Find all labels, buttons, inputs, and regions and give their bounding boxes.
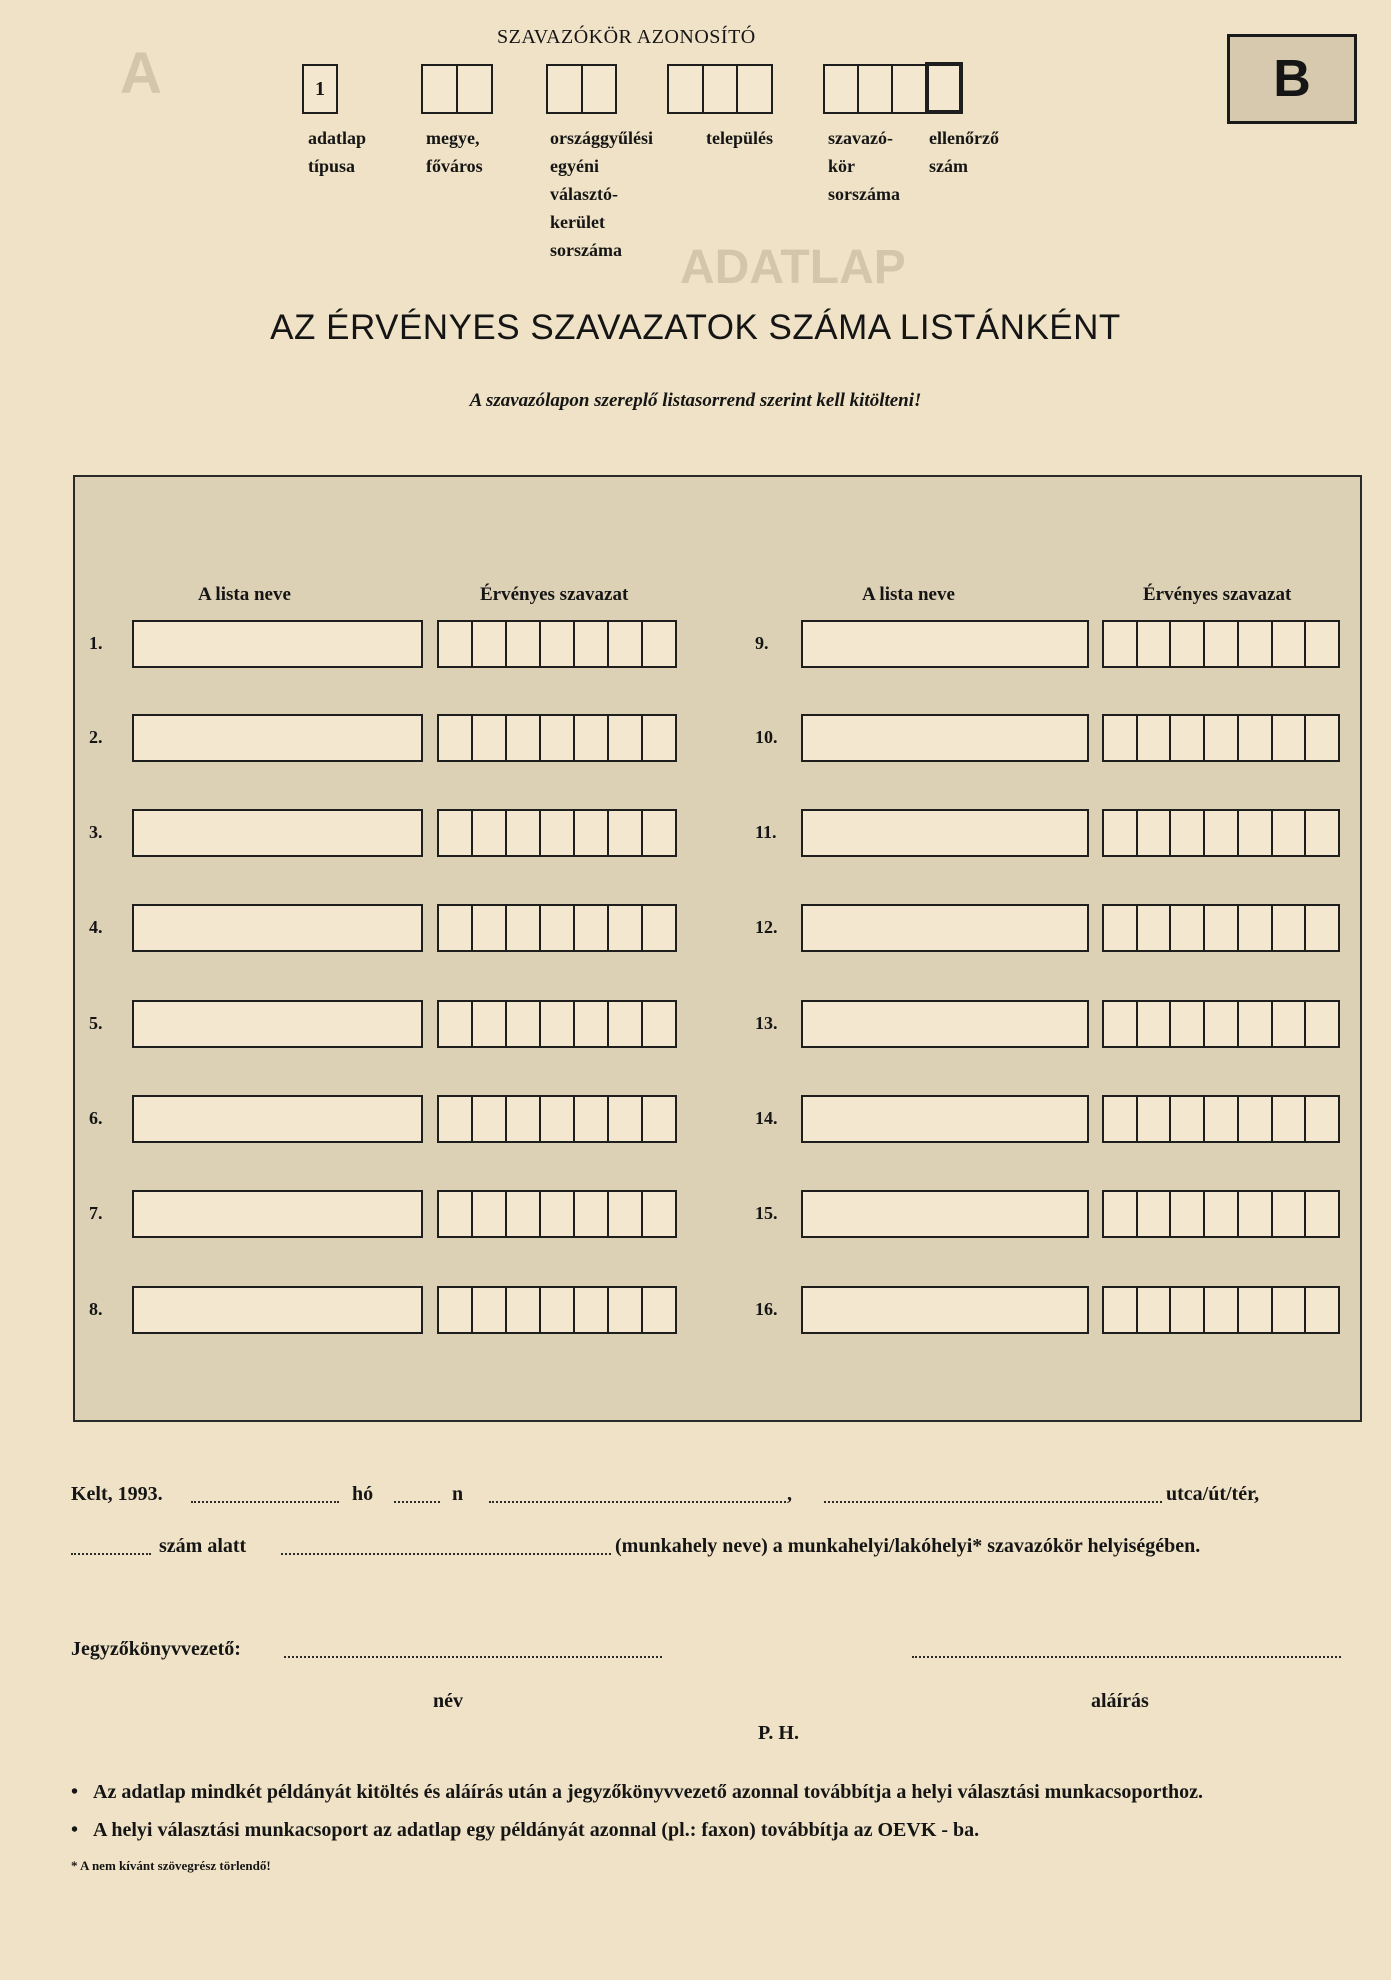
digit-cell[interactable] bbox=[439, 622, 473, 666]
digit-cell[interactable] bbox=[575, 1288, 609, 1332]
digit-cell[interactable] bbox=[643, 1002, 675, 1046]
digit-cell[interactable] bbox=[439, 716, 473, 760]
digit-cell[interactable] bbox=[1239, 1288, 1273, 1332]
digit-cell[interactable] bbox=[1205, 1288, 1239, 1332]
digit-cell[interactable] bbox=[609, 811, 643, 855]
digit-cell[interactable] bbox=[1239, 1192, 1273, 1236]
digit-cell[interactable] bbox=[541, 1097, 575, 1141]
check-digit-box[interactable] bbox=[925, 62, 963, 114]
digit-cell[interactable] bbox=[473, 1192, 507, 1236]
digit-cell[interactable] bbox=[541, 811, 575, 855]
label-county: megye, főváros bbox=[426, 128, 483, 176]
digit-cell[interactable] bbox=[541, 716, 575, 760]
label-settlement: település bbox=[706, 128, 773, 148]
digit-cell[interactable] bbox=[439, 811, 473, 855]
digit-cell[interactable] bbox=[507, 716, 541, 760]
digit-cell[interactable] bbox=[575, 906, 609, 950]
valid-votes-boxes-left[interactable] bbox=[437, 620, 677, 668]
settlement-field[interactable] bbox=[489, 1501, 786, 1503]
reverse-side-bleed-1: A bbox=[120, 41, 162, 106]
valid-votes-boxes-left[interactable] bbox=[437, 714, 677, 762]
digit-cell[interactable] bbox=[1171, 716, 1205, 760]
digit-cell[interactable] bbox=[1273, 716, 1307, 760]
settlement-code-boxes[interactable] bbox=[667, 64, 773, 114]
digit-cell[interactable] bbox=[1138, 716, 1172, 760]
digit-cell[interactable] bbox=[1104, 1002, 1138, 1046]
digit-cell[interactable] bbox=[575, 622, 609, 666]
digit-cell[interactable] bbox=[541, 906, 575, 950]
digit-cell[interactable] bbox=[1205, 1002, 1239, 1046]
valid-votes-boxes-left[interactable] bbox=[437, 1190, 677, 1238]
ho-label: hó bbox=[352, 1483, 374, 1505]
digit-cell[interactable] bbox=[1171, 622, 1205, 666]
digit-cell[interactable] bbox=[1104, 1192, 1138, 1236]
valid-votes-boxes-right[interactable] bbox=[1102, 809, 1340, 857]
valid-votes-boxes-left[interactable] bbox=[437, 1095, 677, 1143]
list-name-field-right[interactable] bbox=[801, 809, 1089, 857]
row-number-left: 5. bbox=[89, 1013, 103, 1033]
left-col-header-list-name: A lista neve bbox=[198, 584, 291, 605]
list-name-field-right[interactable] bbox=[801, 1190, 1089, 1238]
digit-cell[interactable] bbox=[643, 1097, 675, 1141]
digit-cell[interactable] bbox=[1138, 1002, 1172, 1046]
row-number-right: 15. bbox=[755, 1203, 778, 1223]
list-name-field-right[interactable] bbox=[801, 1095, 1089, 1143]
list-name-field-left[interactable] bbox=[132, 904, 423, 952]
row-number-left: 8. bbox=[89, 1299, 103, 1319]
digit-cell[interactable] bbox=[541, 1288, 575, 1332]
digit-cell[interactable] bbox=[439, 906, 473, 950]
digit-cell[interactable] bbox=[1306, 1288, 1338, 1332]
digit-cell[interactable] bbox=[1239, 1002, 1273, 1046]
form-letter-badge: B bbox=[1227, 34, 1357, 124]
utca-label: utca/út/tér, bbox=[1166, 1483, 1260, 1505]
digit-cell[interactable] bbox=[541, 1002, 575, 1046]
digit-cell[interactable] bbox=[643, 716, 675, 760]
digit-cell[interactable] bbox=[1205, 716, 1239, 760]
left-col-header-valid-votes: Érvényes szavazat bbox=[480, 584, 629, 605]
digit-cell[interactable] bbox=[1138, 1097, 1172, 1141]
digit-cell[interactable] bbox=[541, 1192, 575, 1236]
workplace-name-field[interactable] bbox=[281, 1553, 611, 1555]
digit-cell[interactable] bbox=[575, 1097, 609, 1141]
county-code-boxes[interactable] bbox=[421, 64, 493, 114]
digit-cell[interactable] bbox=[1273, 1192, 1307, 1236]
digit-cell[interactable] bbox=[643, 906, 675, 950]
digit-cell[interactable] bbox=[439, 1002, 473, 1046]
digit-cell[interactable] bbox=[575, 1002, 609, 1046]
district-code-boxes[interactable] bbox=[546, 64, 617, 114]
valid-votes-boxes-right[interactable] bbox=[1102, 904, 1340, 952]
digit-cell[interactable] bbox=[1171, 811, 1205, 855]
row-number-right: 10. bbox=[755, 727, 778, 747]
digit-cell[interactable] bbox=[507, 1192, 541, 1236]
valid-votes-boxes-left[interactable] bbox=[437, 1000, 677, 1048]
label-form-type: adatlap típusa bbox=[308, 128, 367, 176]
digit-cell[interactable] bbox=[439, 1192, 473, 1236]
label-district: országgyűlési egyéni választó-kerület sorszáma bbox=[550, 128, 653, 260]
list-name-field-left[interactable] bbox=[132, 1286, 423, 1334]
digit-cell[interactable] bbox=[1239, 622, 1273, 666]
list-name-field-left[interactable] bbox=[132, 809, 423, 857]
row-number-left: 2. bbox=[89, 727, 103, 747]
digit-cell[interactable] bbox=[1104, 906, 1138, 950]
digit-cell[interactable] bbox=[1171, 1002, 1205, 1046]
digit-cell[interactable] bbox=[1171, 1192, 1205, 1236]
label-check-digit: ellenőrző szám bbox=[929, 128, 999, 176]
form-type-box: 1 bbox=[302, 64, 338, 114]
digit-cell[interactable] bbox=[1138, 622, 1172, 666]
valid-votes-boxes-right[interactable] bbox=[1102, 620, 1340, 668]
digit-cell[interactable] bbox=[1239, 811, 1273, 855]
house-number-field[interactable] bbox=[71, 1553, 151, 1555]
recorder-label: Jegyzőkönyvvezető: bbox=[71, 1638, 241, 1660]
digit-cell[interactable] bbox=[1205, 622, 1239, 666]
digit-cell[interactable] bbox=[1273, 811, 1307, 855]
digit-cell[interactable] bbox=[1306, 716, 1338, 760]
recorder-signature-field[interactable] bbox=[912, 1656, 1341, 1658]
digit-cell[interactable] bbox=[1205, 906, 1239, 950]
digit-cell[interactable] bbox=[1171, 906, 1205, 950]
list-name-field-right[interactable] bbox=[801, 1286, 1089, 1334]
row-number-right: 12. bbox=[755, 917, 778, 937]
row-number-left: 4. bbox=[89, 917, 103, 937]
digit-cell[interactable] bbox=[473, 811, 507, 855]
page-title: AZ ÉRVÉNYES SZAVAZATOK SZÁMA LISTÁNKÉNT bbox=[270, 308, 1121, 347]
row-number-right: 14. bbox=[755, 1108, 778, 1128]
digit-cell[interactable] bbox=[1205, 811, 1239, 855]
row-number-right: 13. bbox=[755, 1013, 778, 1033]
note-2-text: A helyi választási munkacsoport az adatlap egy példányát azonnal (pl.: faxon) továbbítja az OEVK - ba. bbox=[93, 1819, 980, 1841]
digit-cell[interactable] bbox=[1239, 716, 1273, 760]
precinct-id-title: SZAVAZÓKÖR AZONOSÍTÓ bbox=[497, 26, 756, 48]
row-number-right: 16. bbox=[755, 1299, 778, 1319]
label-precinct: szavazó-kör sorszáma bbox=[828, 128, 900, 204]
footnote: * A nem kívánt szövegrész törlendő! bbox=[71, 1858, 271, 1873]
digit-cell[interactable] bbox=[1306, 622, 1338, 666]
list-name-field-left[interactable] bbox=[132, 1190, 423, 1238]
row-number-right: 11. bbox=[755, 822, 777, 842]
digit-cell[interactable] bbox=[1205, 1192, 1239, 1236]
szam-alatt-label: szám alatt bbox=[159, 1535, 247, 1557]
digit-cell[interactable] bbox=[507, 622, 541, 666]
digit-cell[interactable] bbox=[1273, 1097, 1307, 1141]
digit-cell[interactable] bbox=[1104, 811, 1138, 855]
digit-cell[interactable] bbox=[473, 1002, 507, 1046]
digit-cell[interactable] bbox=[575, 811, 609, 855]
valid-votes-boxes-right[interactable] bbox=[1102, 1095, 1340, 1143]
digit-cell[interactable] bbox=[1138, 906, 1172, 950]
valid-votes-boxes-left[interactable] bbox=[437, 904, 677, 952]
precinct-code-boxes[interactable] bbox=[823, 64, 927, 114]
digit-cell[interactable] bbox=[609, 906, 643, 950]
digit-cell[interactable] bbox=[1239, 1097, 1273, 1141]
reverse-side-bleed-2: ADATLAP bbox=[680, 241, 906, 294]
valid-votes-boxes-right[interactable] bbox=[1102, 714, 1340, 762]
digit-cell[interactable] bbox=[507, 1097, 541, 1141]
stamp-place-label: P. H. bbox=[758, 1722, 799, 1744]
digit-cell[interactable] bbox=[609, 716, 643, 760]
valid-votes-boxes-right[interactable] bbox=[1102, 1190, 1340, 1238]
digit-cell[interactable] bbox=[609, 622, 643, 666]
digit-cell[interactable] bbox=[1306, 1192, 1338, 1236]
digit-cell[interactable] bbox=[507, 906, 541, 950]
digit-cell[interactable] bbox=[609, 1097, 643, 1141]
digit-cell[interactable] bbox=[473, 1097, 507, 1141]
recorder-name-field[interactable] bbox=[284, 1656, 662, 1658]
list-name-field-right[interactable] bbox=[801, 620, 1089, 668]
digit-cell[interactable] bbox=[1273, 622, 1307, 666]
workplace-label: (munkahely neve) a munkahelyi/lakóhelyi* szavazókör helyiségében. bbox=[615, 1535, 1201, 1557]
digit-cell[interactable] bbox=[1171, 1288, 1205, 1332]
note-1-text: Az adatlap mindkét példányát kitöltés és aláírás után a jegyzőkönyvvezető azonnal továbbítja a helyi választási munkacsoporthoz. bbox=[93, 1781, 1204, 1803]
right-col-header-valid-votes: Érvényes szavazat bbox=[1143, 584, 1292, 605]
month-field[interactable] bbox=[191, 1501, 339, 1503]
digit-cell[interactable] bbox=[1138, 811, 1172, 855]
valid-votes-boxes-left[interactable] bbox=[437, 809, 677, 857]
digit-cell[interactable] bbox=[1138, 1192, 1172, 1236]
digit-cell[interactable] bbox=[473, 906, 507, 950]
digit-cell[interactable] bbox=[507, 1288, 541, 1332]
digit-cell[interactable] bbox=[575, 716, 609, 760]
digit-cell[interactable] bbox=[609, 1288, 643, 1332]
digit-cell[interactable] bbox=[1273, 906, 1307, 950]
digit-cell[interactable] bbox=[473, 716, 507, 760]
row-number-left: 1. bbox=[89, 633, 103, 653]
digit-cell[interactable] bbox=[1104, 1288, 1138, 1332]
row-number-left: 3. bbox=[89, 822, 103, 842]
digit-cell[interactable] bbox=[643, 622, 675, 666]
name-caption: név bbox=[433, 1690, 463, 1712]
digit-cell[interactable] bbox=[1273, 1288, 1307, 1332]
list-name-field-right[interactable] bbox=[801, 904, 1089, 952]
digit-cell[interactable] bbox=[541, 622, 575, 666]
street-field[interactable] bbox=[824, 1501, 1162, 1503]
list-name-field-left[interactable] bbox=[132, 1000, 423, 1048]
list-name-field-left[interactable] bbox=[132, 1095, 423, 1143]
digit-cell[interactable] bbox=[1104, 1097, 1138, 1141]
digit-cell[interactable] bbox=[643, 811, 675, 855]
digit-cell[interactable] bbox=[609, 1192, 643, 1236]
digit-cell[interactable] bbox=[1273, 1002, 1307, 1046]
digit-cell[interactable] bbox=[1306, 1002, 1338, 1046]
digit-cell[interactable] bbox=[1171, 1097, 1205, 1141]
digit-cell[interactable] bbox=[1306, 1097, 1338, 1141]
n-label: n bbox=[452, 1483, 464, 1505]
digit-cell[interactable] bbox=[473, 622, 507, 666]
digit-cell[interactable] bbox=[439, 1288, 473, 1332]
digit-cell[interactable] bbox=[1306, 906, 1338, 950]
digit-cell[interactable] bbox=[1205, 1097, 1239, 1141]
right-col-header-list-name: A lista neve bbox=[862, 584, 955, 605]
list-name-field-left[interactable] bbox=[132, 620, 423, 668]
digit-cell[interactable] bbox=[643, 1192, 675, 1236]
digit-cell[interactable] bbox=[1104, 716, 1138, 760]
comma: , bbox=[787, 1483, 792, 1505]
note-1: • Az adatlap mindkét példányát kitöltés és aláírás után a jegyzőkönyvvezető azonnal továbbítja a helyi választási munkacsoporthoz. bbox=[71, 1781, 1204, 1803]
digit-cell[interactable] bbox=[439, 1097, 473, 1141]
list-name-field-left[interactable] bbox=[132, 714, 423, 762]
day-field[interactable] bbox=[394, 1501, 440, 1503]
valid-votes-boxes-right[interactable] bbox=[1102, 1286, 1340, 1334]
signature-caption: aláírás bbox=[1091, 1690, 1149, 1712]
list-name-field-right[interactable] bbox=[801, 1000, 1089, 1048]
note-2: • A helyi választási munkacsoport az adatlap egy példányát azonnal (pl.: faxon) továbbítja az OEVK - ba. bbox=[71, 1819, 980, 1841]
page-subtitle: A szavazólapon szereplő listasorrend szerint kell kitölteni! bbox=[469, 390, 922, 411]
list-name-field-right[interactable] bbox=[801, 714, 1089, 762]
digit-cell[interactable] bbox=[1239, 906, 1273, 950]
kelt-label: Kelt, 1993. bbox=[71, 1483, 163, 1505]
digit-cell[interactable] bbox=[1306, 811, 1338, 855]
digit-cell[interactable] bbox=[507, 811, 541, 855]
digit-cell[interactable] bbox=[575, 1192, 609, 1236]
digit-cell[interactable] bbox=[507, 1002, 541, 1046]
row-number-left: 6. bbox=[89, 1108, 103, 1128]
row-number-right: 9. bbox=[755, 633, 769, 653]
digit-cell[interactable] bbox=[473, 1288, 507, 1332]
digit-cell[interactable] bbox=[1138, 1288, 1172, 1332]
digit-cell[interactable] bbox=[1104, 622, 1138, 666]
digit-cell[interactable] bbox=[609, 1002, 643, 1046]
digit-cell[interactable] bbox=[643, 1288, 675, 1332]
valid-votes-boxes-right[interactable] bbox=[1102, 1000, 1340, 1048]
valid-votes-boxes-left[interactable] bbox=[437, 1286, 677, 1334]
row-number-left: 7. bbox=[89, 1203, 103, 1223]
